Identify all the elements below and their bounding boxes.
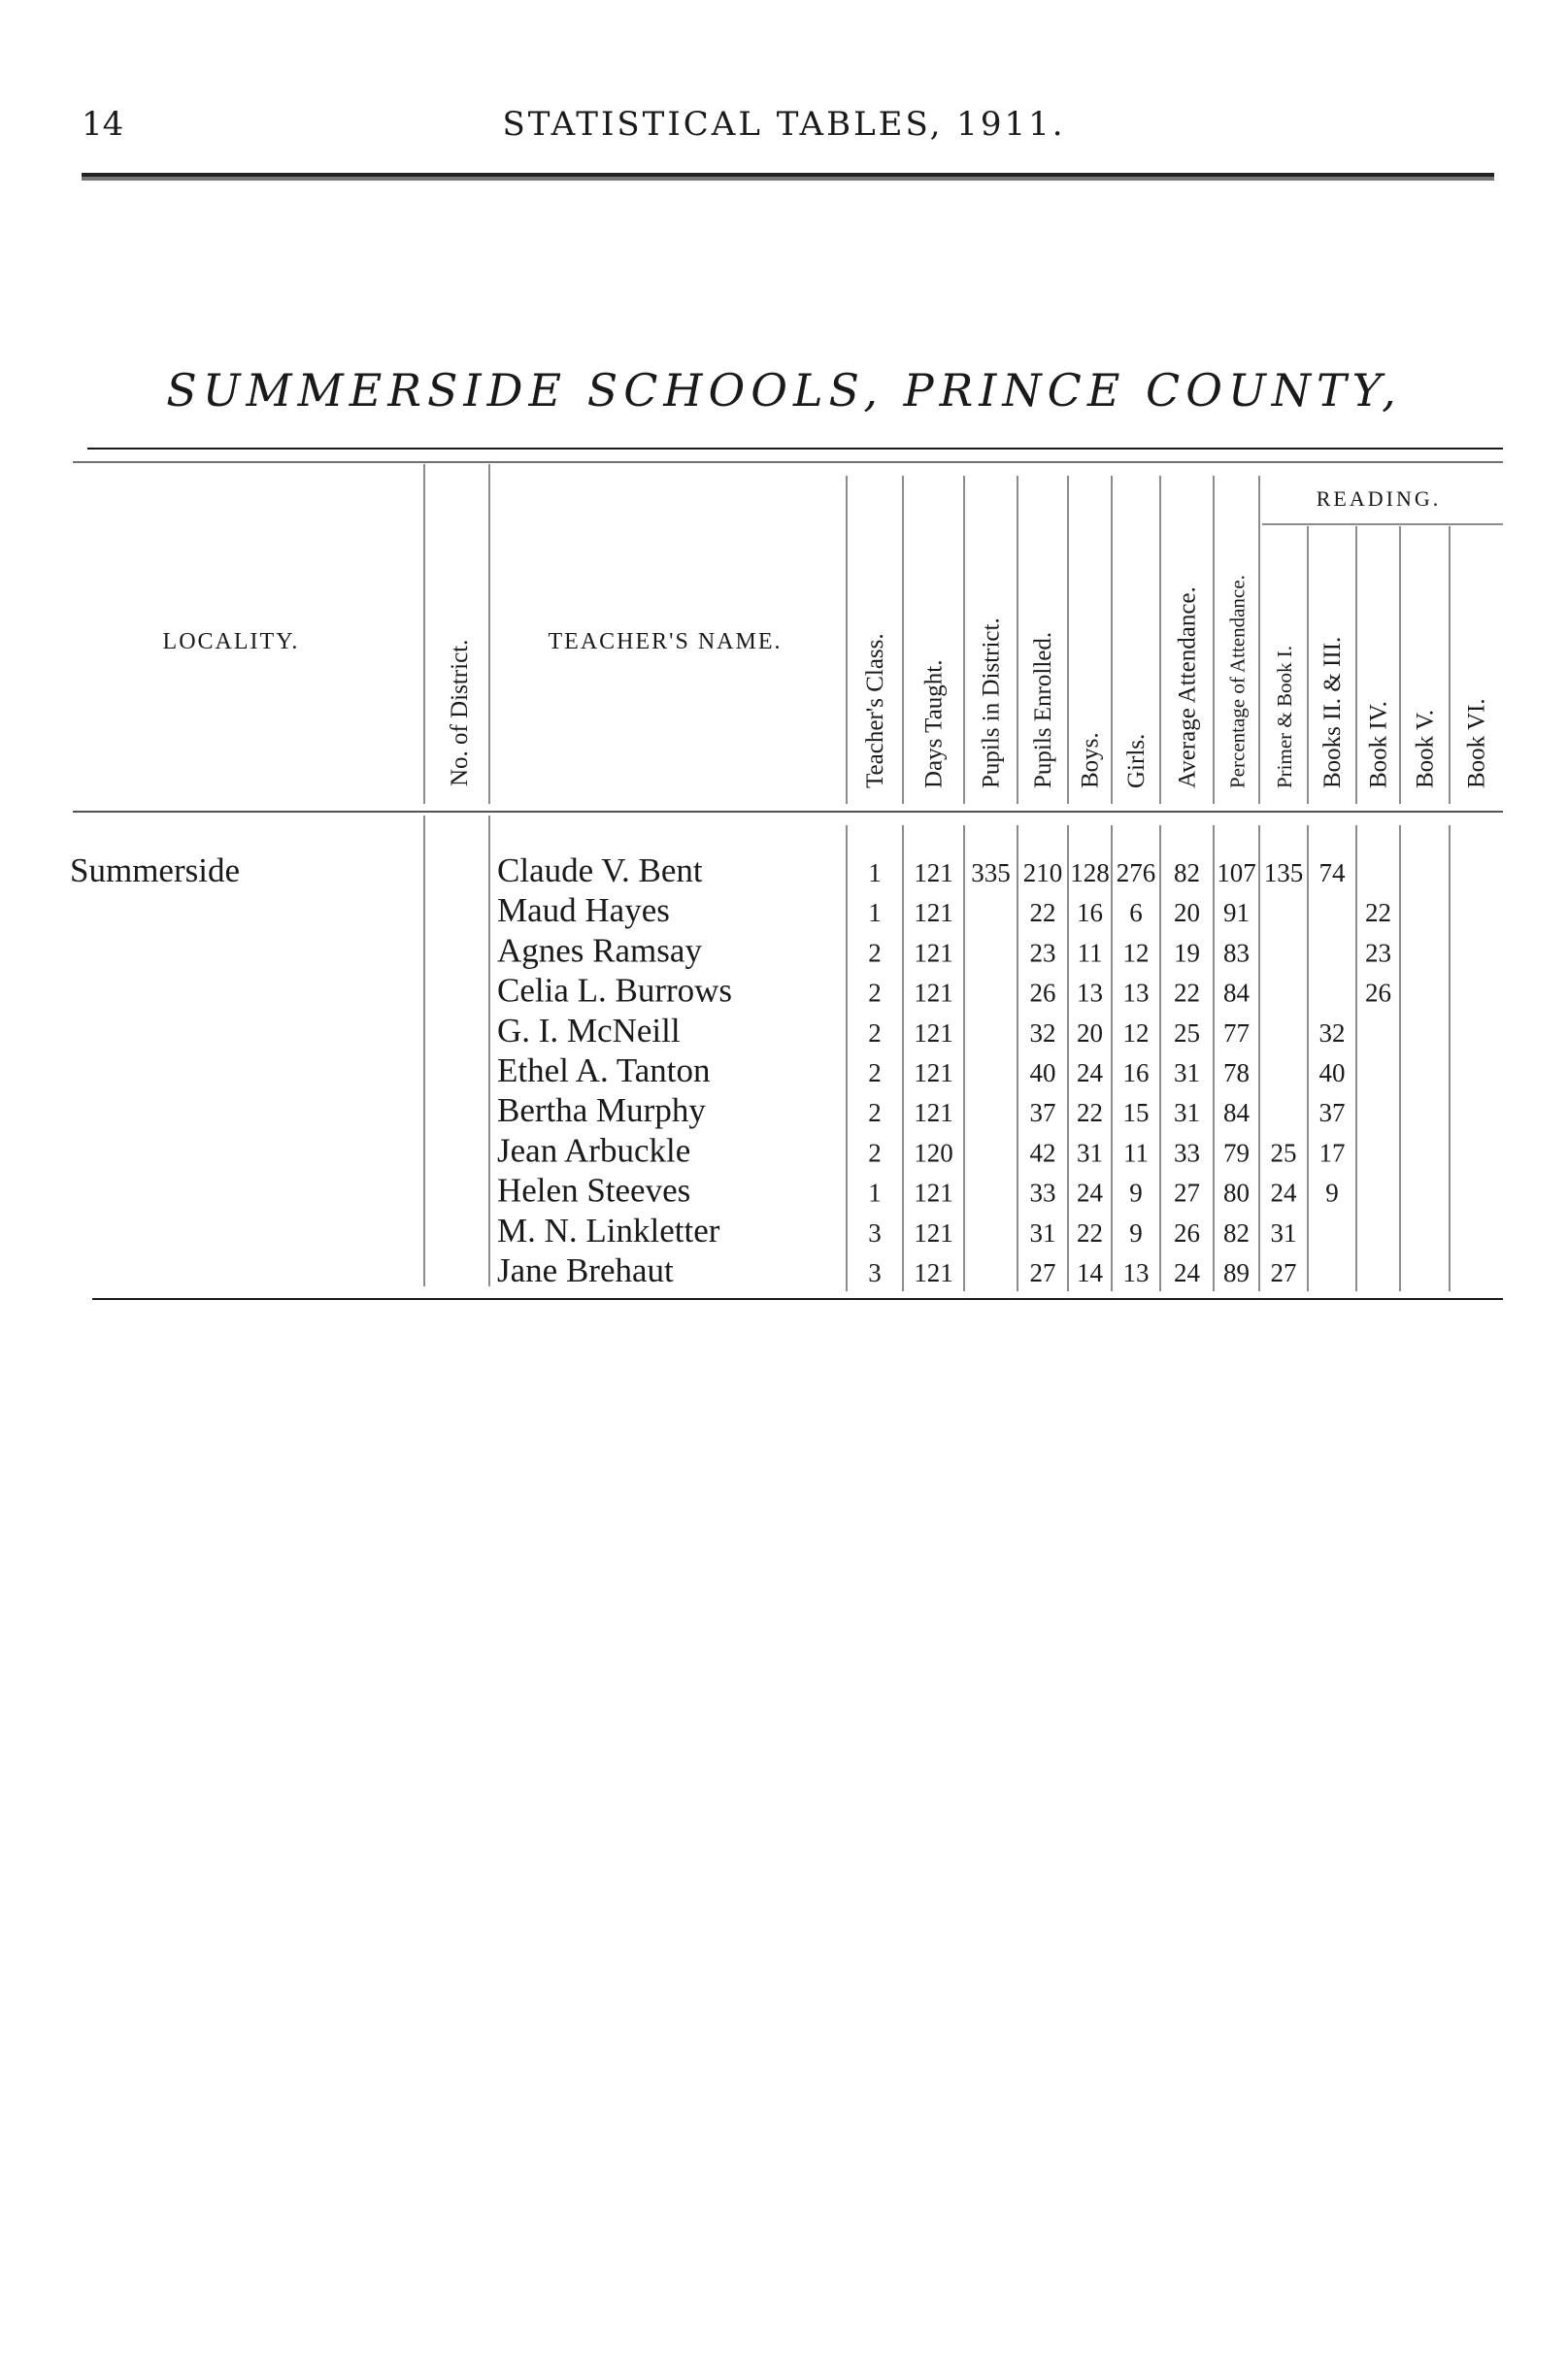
- table-cell: 6: [1129, 898, 1143, 928]
- table-cell: 33: [1174, 1138, 1200, 1168]
- table-cell: 37: [1318, 1098, 1346, 1128]
- table-cell: 27: [1174, 1178, 1200, 1208]
- table-cell: 1: [868, 1178, 882, 1208]
- table-cell: 32: [1029, 1017, 1056, 1048]
- table-cell: 210: [1022, 858, 1063, 887]
- table-cell: 80: [1223, 1178, 1250, 1208]
- table-cell: 276: [1116, 858, 1156, 887]
- page-number: 14: [82, 105, 124, 144]
- table-cell: 82: [1223, 1217, 1250, 1248]
- table-cell: 78: [1223, 1058, 1250, 1087]
- table-cell: 2: [868, 1138, 882, 1168]
- table-cell: 24: [1174, 1258, 1200, 1287]
- table-cell: 17: [1318, 1138, 1346, 1168]
- column-header: Girls.: [1123, 733, 1150, 788]
- table-cell: 11: [1077, 938, 1103, 968]
- table-cell: 91: [1223, 898, 1250, 928]
- table-cell: 40: [1318, 1058, 1346, 1087]
- table-cell: 3: [868, 1217, 882, 1248]
- table-cell: 19: [1174, 938, 1200, 968]
- table-cell: 24: [1270, 1178, 1297, 1208]
- table-cell: 40: [1029, 1058, 1056, 1087]
- table-cell: 9: [1129, 1217, 1143, 1248]
- table-cell: 9: [1129, 1178, 1143, 1208]
- table-cell: 83: [1223, 938, 1250, 968]
- table-row: [497, 972, 1391, 1010]
- table-cell: 121: [914, 1258, 953, 1287]
- table-cell: 27: [1270, 1258, 1297, 1287]
- table-cell: 26: [1029, 978, 1056, 1008]
- header-locality: LOCALITY.: [162, 629, 300, 654]
- table-title: SUMMERSIDE SCHOOLS, PRINCE COUNTY,: [166, 364, 1402, 417]
- table-cell: 16: [1122, 1058, 1150, 1087]
- column-header: Book V.: [1412, 709, 1439, 788]
- table-cell: 120: [914, 1138, 953, 1168]
- table-cell: 2: [868, 1017, 882, 1048]
- table-cell: 121: [914, 938, 953, 968]
- table-cell: 23: [1029, 938, 1056, 968]
- table-cell: 84: [1223, 978, 1250, 1008]
- table-cell: 121: [914, 1017, 953, 1048]
- table-row: [497, 1172, 1339, 1210]
- column-header: Teacher's Class.: [862, 633, 888, 788]
- table-cell: 16: [1077, 898, 1103, 928]
- column-header: Boys.: [1077, 732, 1104, 788]
- table-cell: 121: [914, 1178, 953, 1208]
- table-row: [497, 1012, 1346, 1050]
- table-cell: 22: [1365, 898, 1391, 928]
- table-cell: 77: [1223, 1017, 1250, 1048]
- table-cell: 9: [1325, 1178, 1339, 1208]
- table-cell: 89: [1223, 1258, 1250, 1287]
- table-row: [497, 851, 1346, 889]
- table-cell: 20: [1174, 898, 1200, 928]
- table-cell: 23: [1365, 938, 1391, 968]
- table-cell: 26: [1365, 978, 1391, 1008]
- table-cell: 37: [1029, 1098, 1056, 1128]
- table-cell: 84: [1223, 1098, 1250, 1128]
- table-cell: 121: [914, 1058, 953, 1087]
- table-cell: 12: [1122, 1017, 1150, 1048]
- table-row: [497, 1251, 1297, 1289]
- table-cell: 11: [1123, 1138, 1149, 1168]
- table-cell: 128: [1070, 858, 1110, 887]
- teacher-name: Celia L. Burrows: [497, 971, 733, 1010]
- table-cell: 22: [1077, 1217, 1103, 1248]
- table-cell: 32: [1318, 1017, 1346, 1048]
- table-cell: 2: [868, 1098, 882, 1128]
- table-cell: 22: [1077, 1098, 1103, 1128]
- table-row: [497, 891, 1391, 929]
- table-cell: 15: [1122, 1098, 1150, 1128]
- table-cell: 25: [1174, 1017, 1200, 1048]
- table-cell: 1: [868, 858, 882, 887]
- running-head: STATISTICAL TABLES, 1911.: [502, 105, 1066, 144]
- table-cell: 14: [1077, 1258, 1103, 1287]
- table-row: [497, 1212, 1297, 1250]
- table-cell: 27: [1029, 1258, 1056, 1287]
- table-cell: 31: [1270, 1217, 1297, 1248]
- teacher-name: Jean Arbuckle: [497, 1131, 691, 1170]
- table-cell: 121: [914, 898, 953, 928]
- table-cell: 31: [1174, 1058, 1200, 1087]
- header-teacher: TEACHER'S NAME.: [548, 629, 783, 654]
- header-district: No. of District.: [447, 639, 473, 786]
- table-cell: 82: [1174, 858, 1200, 887]
- column-header: Pupils in District.: [978, 617, 1005, 788]
- table-cell: 1: [868, 898, 882, 928]
- table-cell: 79: [1223, 1138, 1250, 1168]
- table-cell: 3: [868, 1258, 882, 1287]
- table-cell: 31: [1077, 1138, 1103, 1168]
- table-cell: 121: [914, 1217, 953, 1248]
- column-header: Days Taught.: [920, 659, 948, 788]
- teacher-name: Maud Hayes: [497, 891, 670, 930]
- teacher-name: Bertha Murphy: [497, 1091, 706, 1130]
- column-header: Average Attendance.: [1174, 586, 1201, 788]
- table-cell: 22: [1174, 978, 1200, 1008]
- table-row: [497, 1091, 1346, 1129]
- column-header: Books II. & III.: [1319, 636, 1346, 788]
- table-cell: 26: [1174, 1217, 1200, 1248]
- column-headers: [862, 575, 1490, 788]
- teacher-name: Ethel A. Tanton: [497, 1051, 711, 1089]
- locality-cell: Summerside: [70, 851, 240, 889]
- column-header: Book IV.: [1365, 701, 1392, 788]
- table-cell: 121: [914, 1098, 953, 1128]
- table-cell: 2: [868, 978, 882, 1008]
- column-header: Percentage of Attendance.: [1225, 575, 1250, 788]
- table-row: [497, 931, 1391, 969]
- table-cell: 22: [1029, 898, 1056, 928]
- teacher-name: Helen Steeves: [497, 1171, 691, 1210]
- table-cell: 24: [1077, 1058, 1103, 1087]
- teacher-name: G. I. McNeill: [497, 1011, 681, 1050]
- header-reading: READING.: [1316, 486, 1442, 511]
- table-cell: 24: [1077, 1178, 1103, 1208]
- table-cell: 335: [971, 858, 1011, 887]
- teacher-name: Agnes Ramsay: [497, 931, 702, 970]
- column-header: Primer & Book I.: [1273, 646, 1296, 788]
- table-cell: 121: [914, 978, 953, 1008]
- table-cell: 2: [868, 1058, 882, 1087]
- table-cell: 25: [1270, 1138, 1297, 1168]
- table-cell: 31: [1174, 1098, 1200, 1128]
- table-cell: 31: [1029, 1217, 1056, 1248]
- teacher-name: M. N. Linkletter: [497, 1211, 720, 1250]
- table-cell: 2: [868, 938, 882, 968]
- table-cell: 74: [1318, 858, 1346, 887]
- table-cell: 12: [1122, 938, 1150, 968]
- teacher-name: Claude V. Bent: [497, 851, 703, 889]
- teacher-name: Jane Brehaut: [497, 1251, 674, 1289]
- column-header: Pupils Enrolled.: [1030, 631, 1056, 788]
- table-cell: 20: [1077, 1017, 1103, 1048]
- table-cell: 13: [1122, 978, 1150, 1008]
- table-body: [497, 851, 1391, 1289]
- table-cell: 42: [1029, 1138, 1056, 1168]
- table-cell: 13: [1077, 978, 1103, 1008]
- table-row: [497, 1051, 1346, 1089]
- table-row: [497, 1131, 1346, 1169]
- table-cell: 135: [1263, 858, 1304, 887]
- table-cell: 33: [1029, 1178, 1056, 1208]
- table-cell: 13: [1122, 1258, 1150, 1287]
- column-header: Book VI.: [1463, 698, 1490, 788]
- table-cell: 121: [914, 858, 953, 887]
- table-cell: 107: [1217, 858, 1256, 887]
